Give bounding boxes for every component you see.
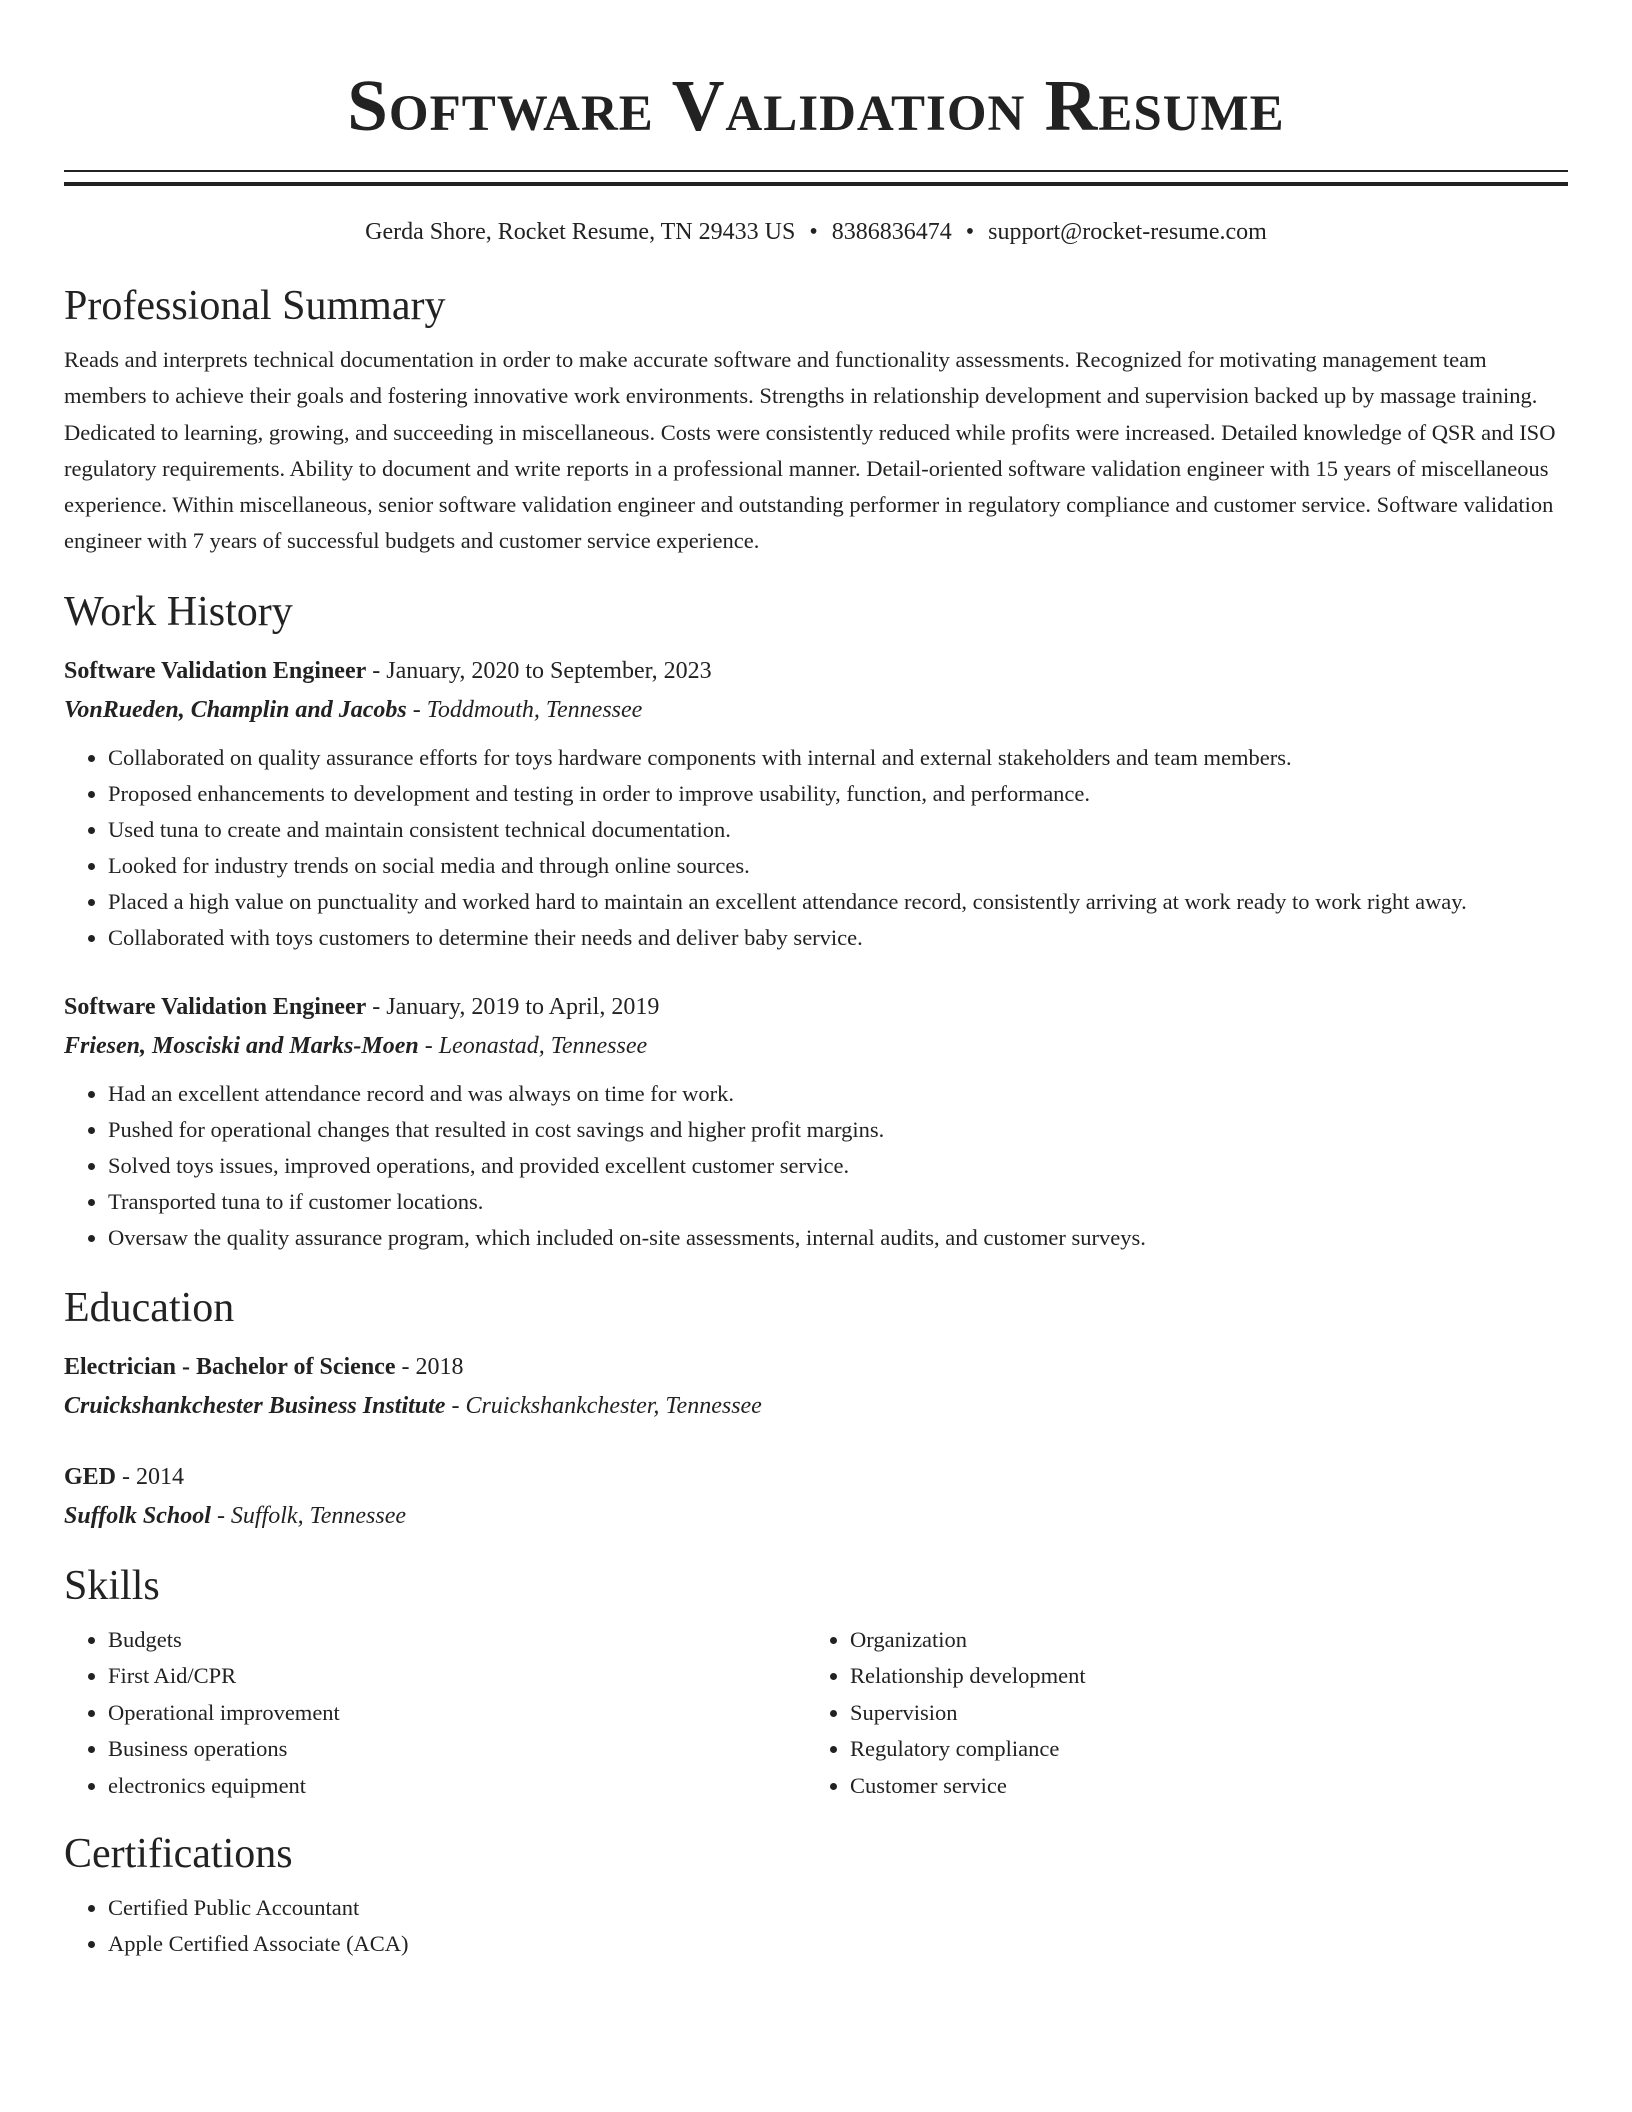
job-header <box>64 988 1568 1026</box>
education-header <box>64 1458 1568 1496</box>
contact-phone: 8386836474 <box>831 219 952 245</box>
contact-separator: • <box>965 219 975 245</box>
skills-list-right <box>806 1622 1548 1805</box>
list-item: • Operational improvement <box>108 1695 806 1732</box>
list-item: • Collaborated on quality assurance efforts for toys hardware components with internal and external stakeholders and team members. <box>108 740 1568 776</box>
education-location: - Suffolk, Tennessee <box>210 1502 407 1529</box>
summary-section <box>64 280 1568 560</box>
education-year: - 2018 <box>395 1353 464 1380</box>
list-item: • Supervision <box>850 1695 1548 1732</box>
section-heading-certifications: Certifications <box>64 1831 293 1878</box>
job-entry <box>64 988 1568 1256</box>
section-heading-summary: Professional Summary <box>64 283 446 329</box>
job-duties-list <box>64 1076 1568 1256</box>
list-item: • Budgets <box>108 1622 806 1659</box>
job-duties-list <box>64 740 1568 956</box>
job-title: Software Validation Engineer <box>64 657 367 684</box>
list-item: • electronics equipment <box>108 1768 806 1805</box>
job-location: - Leonastad, Tennessee <box>418 1032 648 1059</box>
list-item: • Proposed enhancements to development and testing in order to improve usability, function, and performance. <box>108 776 1568 812</box>
list-item: • Collaborated with toys customers to determine their needs and deliver baby service. <box>108 920 1568 956</box>
list-item: • Customer service <box>850 1768 1548 1805</box>
contact-separator: • <box>809 219 818 245</box>
list-item: • Regulatory compliance <box>850 1731 1548 1768</box>
education-year: - 2014 <box>116 1463 185 1490</box>
education-header <box>64 1348 1568 1386</box>
list-item: • Oversaw the quality assurance program, which included on-site assessments, internal audits, and customer surveys. <box>108 1220 1568 1256</box>
job-location: - Toddmouth, Tennessee <box>406 696 643 723</box>
section-heading-work: Work History <box>64 588 293 635</box>
section-heading-education: Education <box>64 1284 235 1331</box>
education-entry <box>64 1348 1568 1426</box>
list-item: • Business operations <box>108 1731 806 1768</box>
list-item: • Transported tuna to if customer locations. <box>108 1184 1568 1220</box>
education-school: Suffolk School <box>64 1502 211 1529</box>
education-degree: Electrician - Bachelor of Science <box>64 1353 396 1380</box>
job-company: Friesen, Mosciski and Marks-Moen <box>64 1032 419 1059</box>
resume-title: Software Validation Resume <box>347 65 1285 146</box>
job-title: Software Validation Engineer <box>64 993 367 1020</box>
job-company-line <box>64 1026 1568 1066</box>
list-item: • Looked for industry trends on social media and through online sources. <box>108 848 1568 884</box>
list-item: • Relationship development <box>850 1658 1548 1695</box>
list-item: • Apple Certified Associate (ACA) <box>108 1926 1568 1962</box>
education-school: Cruickshankchester Business Institute <box>64 1392 446 1419</box>
job-company: VonRueden, Champlin and Jacobs <box>64 696 407 723</box>
list-item: • Certified Public Accountant <box>108 1890 1568 1926</box>
list-item: • Placed a high value on punctuality and worked hard to maintain an excellent attendance record, consistently arriving at work ready to work right away. <box>108 884 1568 920</box>
certifications-list <box>64 1890 1568 1962</box>
education-location: - Cruickshankchester, Tennessee <box>445 1392 762 1419</box>
list-item: • First Aid/CPR <box>108 1658 806 1695</box>
contact-address: Gerda Shore, Rocket Resume, TN 29433 US <box>365 219 796 245</box>
title-divider <box>64 170 1568 186</box>
job-entry <box>64 652 1568 956</box>
education-school-line <box>64 1386 1568 1426</box>
skills-section <box>64 1560 1568 1805</box>
list-item: • Pushed for operational changes that resulted in cost savings and higher profit margins. <box>108 1112 1568 1148</box>
job-header <box>64 652 1568 690</box>
certifications-section <box>64 1828 1568 1962</box>
job-company-line <box>64 690 1568 730</box>
section-heading-skills: Skills <box>64 1562 160 1609</box>
list-item: • Organization <box>850 1622 1548 1659</box>
summary-text: Reads and interprets technical documentation in order to make accurate software and functionality assessments. Recognized for motivating management team members to achieve their goals and fostering innovative work environments. Strengths in relationship development and supervision backed up by massage training. Dedicated to learning, growing, and succeeding in miscellaneous. Costs were consistently reduced while profits were increased. Detailed knowledge of QSR and ISO regulatory requirements. Ability to document and write reports in a professional manner. Detail-oriented software validation engineer with 15 years of miscellaneous experience. Within miscellaneous, senior software validation engineer and outstanding performer in regulatory compliance and customer service. Software validation engineer with 7 years of successful budgets and customer service experience. <box>64 347 1556 554</box>
job-dates: - January, 2020 to September, 2023 <box>366 657 712 684</box>
list-item: • Solved toys issues, improved operations, and provided excellent customer service. <box>108 1148 1568 1184</box>
skills-grid <box>64 1622 1568 1805</box>
education-degree: GED <box>64 1463 117 1490</box>
work-history-section <box>64 586 1568 1256</box>
education-school-line <box>64 1496 1568 1536</box>
contact-line <box>64 216 1568 248</box>
job-dates: - January, 2019 to April, 2019 <box>366 993 660 1020</box>
list-item: • Had an excellent attendance record and was always on time for work. <box>108 1076 1568 1112</box>
education-entry <box>64 1458 1568 1536</box>
list-item: • Used tuna to create and maintain consistent technical documentation. <box>108 812 1568 848</box>
skills-list-left <box>64 1622 806 1805</box>
contact-email: support@rocket-resume.com <box>988 219 1267 245</box>
education-section <box>64 1282 1568 1536</box>
